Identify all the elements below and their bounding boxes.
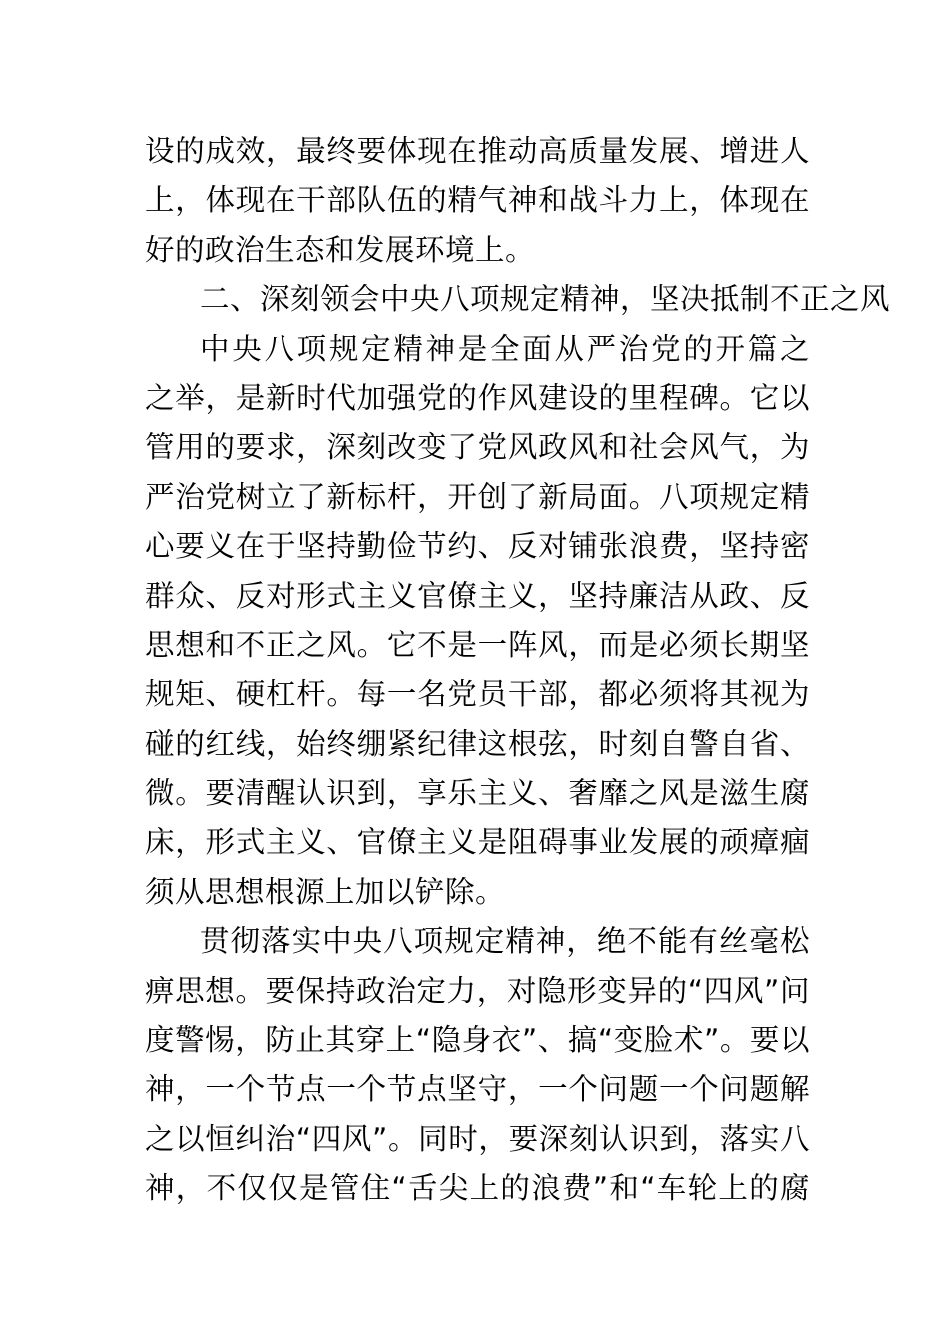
text-line: 之以恒纠治“四风”。同时，要深刻认识到，落实八 [145, 1121, 810, 1156]
text-line: 严治党树立了新标杆，开创了新局面。八项规定精 [145, 479, 810, 514]
text-line: 贯彻落实中央八项规定精神，绝不能有丝毫松 [200, 924, 810, 959]
text-line: 心要义在于坚持勤俭节约、反对铺张浪费，坚持密 [145, 529, 810, 564]
text-line: 之举，是新时代加强党的作风建设的里程碑。它以 [145, 380, 810, 415]
text-line: 设的成效，最终要体现在推动高质量发展、增进人 [145, 134, 810, 168]
text-line: 碰的红线，始终绷紧纪律这根弦，时刻自警自省、 [145, 726, 810, 761]
text-line: 床，形式主义、官僚主义是阻碍事业发展的顽瘴痼 [145, 825, 810, 860]
text-line: 须从思想根源上加以铲除。 [145, 874, 506, 909]
text-line: 神，不仅仅是管住“舌尖上的浪费”和“车轮上的腐 [145, 1171, 810, 1206]
body-text [145, 127, 891, 1214]
text-line: 管用的要求，深刻改变了党风政风和社会风气，为 [145, 430, 810, 465]
text-line: 微。要清醒认识到，享乐主义、奢靡之风是滋生腐 [145, 776, 810, 811]
text-line: 中央八项规定精神是全面从严治党的开篇之 [200, 331, 810, 366]
text-line: 二、深刻领会中央八项规定精神，坚决抵制不正之风 [200, 282, 891, 317]
text-line: 思想和不正之风。它不是一阵风，而是必须长期坚 [145, 627, 810, 662]
text-line: 群众、反对形式主义官僚主义，坚持廉洁从政、反 [145, 578, 810, 613]
text-line: 神，一个节点一个节点坚守，一个问题一个问题解 [145, 1072, 810, 1107]
text-line: 痹思想。要保持政治定力，对隐形变异的“四风”问 [145, 973, 810, 1008]
text-line: 好的政治生态和发展环境上。 [145, 232, 536, 267]
text-line: 度警惕，防止其穿上“隐身衣”、搞“变脸术”。要以 [145, 1023, 810, 1058]
text-line: 规矩、硬杠杆。每一名党员干部，都必须将其视为 [145, 677, 810, 712]
text-line: 上，体现在干部队伍的精气神和战斗力上，体现在 [145, 183, 810, 218]
